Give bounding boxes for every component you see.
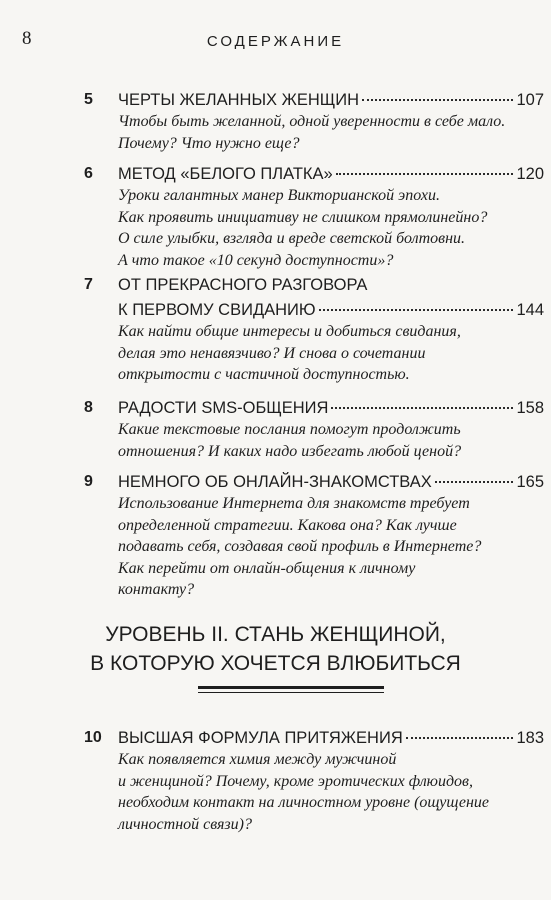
description-line: личностной связи)?: [118, 815, 252, 833]
dot-leader: [435, 481, 514, 483]
chapter-number: 5: [84, 91, 93, 108]
chapter-title: РАДОСТИ SMS-ОБЩЕНИЯ: [118, 399, 329, 417]
chapter-title: НЕМНОГО ОБ ОНЛАЙН-ЗНАКОМСТВАХ: [118, 473, 432, 491]
dot-leader: [406, 737, 514, 739]
section-divider-thick: [198, 686, 384, 689]
description-line: Использование Интернета для знакомств требует: [118, 495, 470, 512]
chapter-title: ОТ ПРЕКРАСНОГО РАЗГОВОРА: [118, 276, 368, 294]
description-line: делая это ненавязчиво? И снова о сочетании: [118, 344, 426, 362]
level-heading-line: В КОТОРУЮ ХОЧЕТСЯ ВЛЮБИТЬСЯ: [90, 652, 461, 675]
dot-leader: [331, 407, 513, 409]
chapter-number: 10: [84, 729, 102, 746]
description-line: Почему? Что нужно еще?: [118, 134, 300, 152]
chapter-title-line: [118, 298, 544, 322]
description-line: Чтобы быть желанной, одной уверенности в себе мало.: [118, 113, 506, 130]
description-line: Уроки галантных манер Викторианской эпохи.: [118, 187, 440, 204]
description-line: отношения? И каких надо избегать любой ценой?: [118, 442, 462, 460]
description-line: контакту?: [118, 581, 195, 598]
page-reference: 165: [516, 473, 544, 491]
chapter-number: 8: [84, 399, 93, 416]
chapter-description: [118, 749, 544, 835]
level-heading-line: УРОВЕНЬ II. СТАНЬ ЖЕНЩИНОЙ,: [105, 623, 446, 646]
chapter-description: [118, 419, 544, 462]
level-heading: [0, 620, 551, 678]
description-line: О силе улыбки, взгляда и вреде светской болтовни.: [118, 230, 466, 247]
chapter-title-line: [118, 396, 544, 420]
section-divider-thin: [198, 692, 384, 693]
description-line: Как появляется химия между мужчиной: [118, 751, 397, 768]
chapter-description: [118, 321, 544, 386]
chapter-title-line: [118, 273, 544, 297]
chapter-description: [118, 111, 544, 154]
chapter-title-line: [118, 162, 544, 186]
chapter-title: МЕТОД «БЕЛОГО ПЛАТКА»: [118, 165, 333, 183]
description-line: подавать себя, создавая свой профиль в Интернете?: [118, 538, 482, 555]
chapter-number: 9: [84, 473, 93, 490]
page-number: 8: [22, 28, 32, 49]
description-line: Какие текстовые послания помогут продолжить: [118, 421, 461, 438]
description-line: открытости с частичной доступностью.: [118, 366, 410, 383]
chapter-number: 6: [84, 165, 93, 182]
dot-leader: [336, 173, 514, 175]
description-line: Как проявить инициативу не слишком прямолинейно?: [118, 208, 488, 226]
running-head: СОДЕРЖАНИЕ: [206, 33, 345, 50]
chapter-title: ВЫСШАЯ ФОРМУЛА ПРИТЯЖЕНИЯ: [118, 729, 403, 747]
chapter-title: К ПЕРВОМУ СВИДАНИЮ: [118, 301, 316, 319]
description-line: и женщиной? Почему, кроме эротических флюидов,: [118, 772, 473, 790]
chapter-title-line: [118, 88, 544, 112]
chapter-description: [118, 493, 544, 601]
description-line: Как перейти от онлайн-общения к личному: [118, 559, 416, 577]
chapter-number: 7: [84, 276, 93, 293]
page-reference: 107: [516, 91, 544, 109]
dot-leader: [362, 99, 513, 101]
description-line: А что такое «10 секунд доступности»?: [118, 251, 394, 269]
chapter-title-line: [118, 470, 544, 494]
page-reference: 120: [516, 165, 544, 183]
description-line: необходим контакт на личностном уровне (ощущение: [118, 794, 489, 811]
description-line: определенной стратегии. Какова она? Как лучше: [118, 516, 457, 534]
page-reference: 144: [516, 301, 544, 319]
dot-leader: [319, 309, 514, 311]
chapter-description: [118, 185, 544, 271]
chapter-title-line: [118, 726, 544, 750]
description-line: Как найти общие интересы и добиться свидания,: [118, 323, 461, 340]
chapter-title: ЧЕРТЫ ЖЕЛАННЫХ ЖЕНЩИН: [118, 91, 360, 109]
page-reference: 158: [516, 399, 544, 417]
page-reference: 183: [516, 729, 544, 747]
